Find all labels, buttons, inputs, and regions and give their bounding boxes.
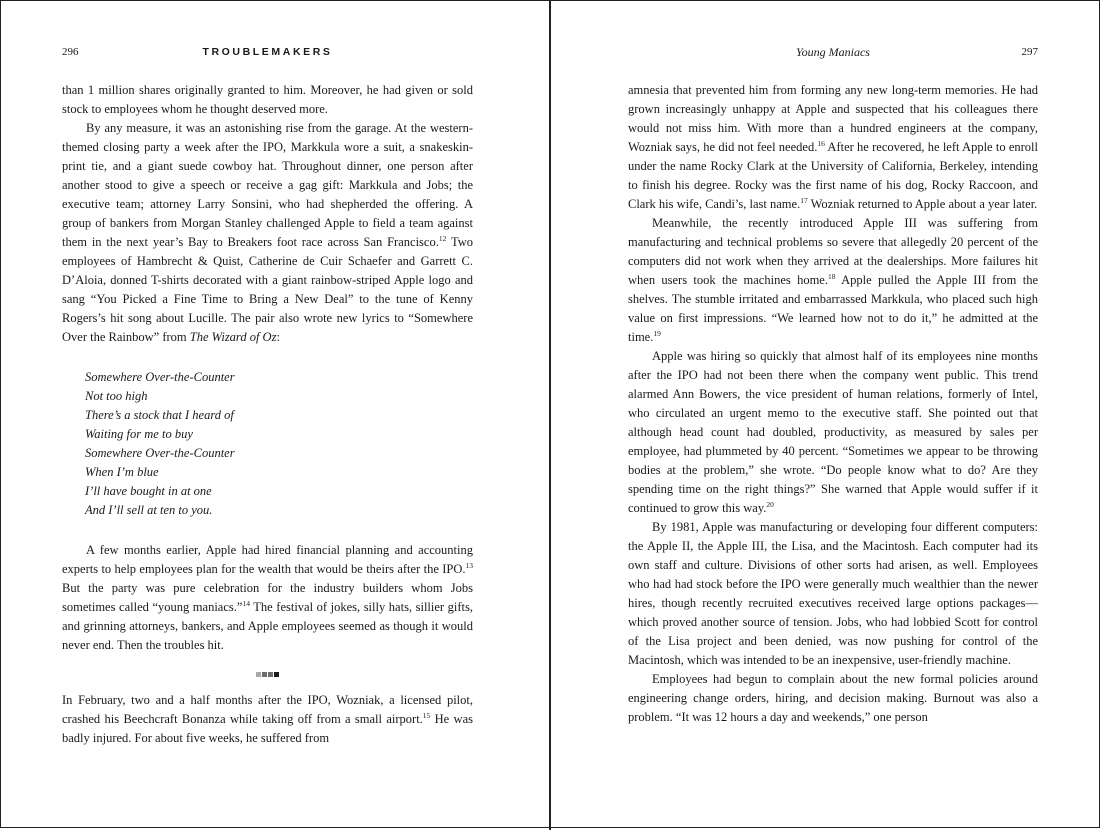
song-lyrics [85,368,473,520]
verse-line: I’ll have bought in at one [85,484,212,498]
paragraph: In February, two and a half months after the IPO, Wozniak, a licensed pilot, crashed his Beechcraft Bonanza while taking off from a small airport.$^{15}$ He was badly injured. For about five weeks, he suffered from [62,693,473,745]
right-page [551,0,1100,828]
footnote-ref: 12 [438,234,447,243]
verse-line: When I’m blue [85,465,159,479]
right-running-head [628,45,1038,59]
chapter-title-header: Young Maniacs [796,45,870,59]
footnote-ref: 16 [817,139,825,148]
paragraph: By 1981, Apple was manufacturing or developing four different computers: the Apple II, the Apple III, the Lisa, and the Macintosh. Each computer had its own staff and culture. Divisions of other sorts had arisen, as well. Employees who had had stock before the IPO were generally much wealthier than the newer hires, though recently recruited executives received large options packages—which proved another source of tension. Jobs, who had lobbied Scott for control of the Lisa project and been denied, was now pushing for control of the Macintosh, which was intended to be an inexpensive, user-friendly machine. [628,520,1038,667]
left-page [0,0,550,828]
verse-line: There’s a stock that I heard of [85,408,234,422]
left-page-text [62,81,473,748]
paragraph: Apple was hiring so quickly that almost half of its employees nine months after the IPO had not been there when the company went public. This trend alarmed Ann Bowers, the vice president of human relations, formerly of Intel, who circulated an urgent memo to the executive staff. She pointed out that although head count had doubled, productivity, as measured by sales per employee, had plummeted by 40 percent. “Sometimes we appear to be throwing bodies at the problem,” she wrote. “Do people know what to do? Are they spending time on the right things?” She warned that Apple would suffer if it continued to grow this way.$^{20}$ [628,349,1038,515]
footnote-ref: 19 [653,329,661,338]
paragraph: A few months earlier, Apple had hired financial planning and accounting experts to help employees plan for the wealth that would be theirs after the IPO.$^{13}$ But the party was pure celebration for the industry builders whom Jobs sometimes called “young maniacs.”$^{14}$ The festival of jokes, silly hats, sillier gifts, and grinning attorneys, bankers, and Apple employees seemed as though it would never end. Then the troubles hit. [62,543,474,652]
verse-line: Waiting for me to buy [85,427,193,441]
footnote-ref: 20 [766,500,774,509]
footnote-ref: 14 [242,599,250,608]
footnote-ref: 15 [422,711,431,720]
book-title-header: TROUBLEMAKERS [202,46,333,58]
paragraph: Meanwhile, the recently introduced Apple III was suffering from manufacturing and technical problems so severe that allegedly 20 percent of the computers did not work when they arrived at the dealerships. More failures hit when users took the machines home.$^{18}$ Apple pulled the Apple III from the shelves. The stumble irritated and embarrassed Markkula, who placed such high value on first impressions. “We learned how not to do it,” he admitted at the time.$^{19}$ [628,216,1038,344]
paragraph: By any measure, it was an astonishing rise from the garage. At the western-themed closing party a week after the IPO, Markkula wore a suit, a snakeskin-print tie, and a giant suede cowboy hat. Throughout dinner, one person after another stood to give a speech or receive a gag gift: Markkula and Jobs; the executive team; attorney Larry Sonsini, who had shepherded the offering. A group of bankers from Morgan Stanley challenged Apple to field a team against them in the next year’s Bay to Breakers foot race across San Francisco.$^{12}$ Two employees of Hambrecht & Quist, Catherine de Cuir Schaefer and Garrett C. D’Aloia, donned T-shirts decorated with a giant rainbow-striped Apple logo and sang “You Picked a Fine Time to Bring a New Deal” to the tune of Kenny Rogers’s hit song about Lucille. The pair also wrote new lyrics to “Somewhere Over the Rainbow” from The Wizard of Oz: [62,121,473,344]
page-number: 296 [62,46,79,58]
verse-line: And I’ll sell at ten to you. [85,503,213,517]
paragraph: amnesia that prevented him from forming any new long-term memories. He had grown increasingly unhappy at Apple and suspected that his colleagues there would not miss him. With more than a hundred engineers at the company, Wozniak says, he did not feel needed.$^{16}$ After he recovered, he left Apple to enroll under the name Rocky Clark at the University of California, Berkeley, intending to finish his degree. Rocky was the first name of his dog, Rocky Raccoon, and Clark his wife, Candi’s, last name.$^{17}$ Wozniak returned to Apple about a year later. [628,83,1038,211]
verse-line: Somewhere Over-the-Counter [85,446,235,460]
verse-line: Not too high [85,389,148,403]
work-title: The Wizard of Oz [189,330,277,344]
page-number: 297 [1021,46,1038,58]
footnote-ref: 18 [827,272,836,281]
footnote-ref: 13 [465,561,473,570]
section-break-ornament [62,664,473,683]
right-page-text [628,81,1038,727]
paragraph: Employees had begun to complain about the new formal policies around engineering change orders, hiring, and decision making. Burnout was also a problem. “It was 12 hours a day and weekends,” one person [628,672,1038,724]
left-running-head [62,45,473,59]
paragraph: than 1 million shares originally granted to him. Moreover, he had given or sold stock to employees whom he thought deserved more. [62,83,473,116]
verse-line: Somewhere Over-the-Counter [85,370,235,384]
footnote-ref: 17 [800,196,808,205]
